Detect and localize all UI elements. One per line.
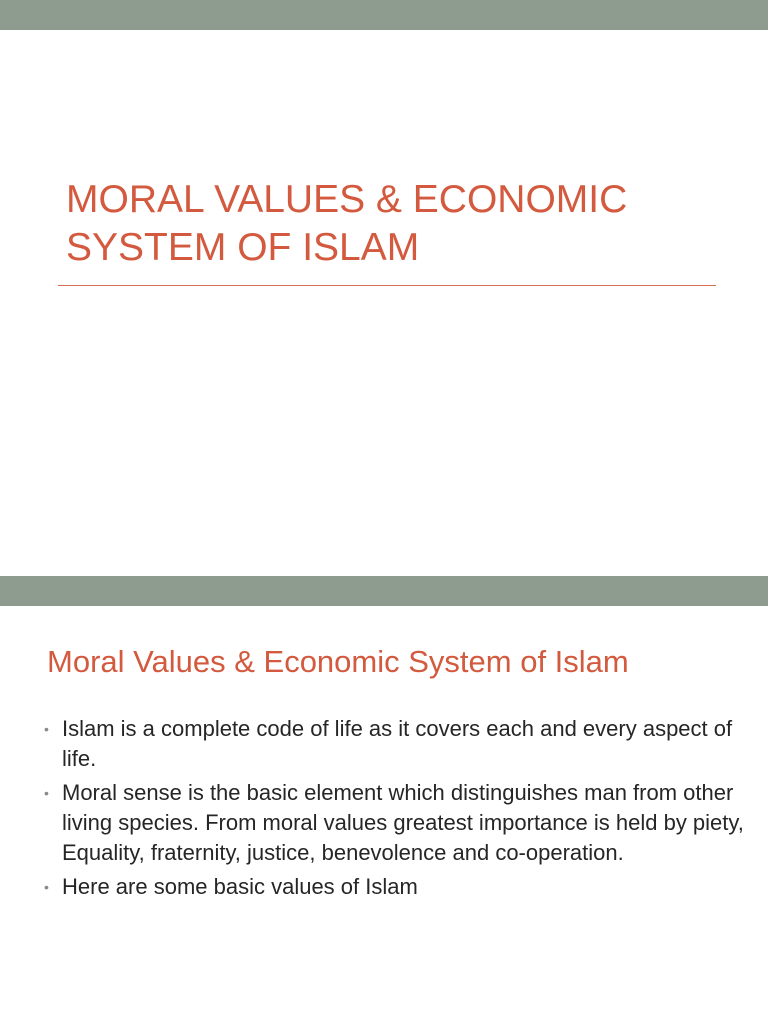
bullet-text: Moral sense is the basic element which distinguishes man from other living species. From moral values greatest importance is held by piety, Equality, fraternity, justice, benevolence and co-operation. bbox=[62, 780, 744, 865]
bullet-text: Islam is a complete code of life as it covers each and every aspect of life. bbox=[62, 716, 733, 771]
bullet-dot-icon: • bbox=[44, 879, 49, 895]
bullet-item bbox=[44, 778, 744, 868]
bullet-list bbox=[44, 714, 744, 906]
bullet-text: Here are some basic values of Islam bbox=[62, 874, 418, 899]
slide-heading: Moral Values & Economic System of Islam bbox=[47, 644, 629, 679]
bullet-dot-icon: • bbox=[44, 785, 49, 801]
bullet-item bbox=[44, 714, 744, 774]
slide-title bbox=[66, 176, 726, 272]
bullet-dot-icon: • bbox=[44, 721, 49, 737]
slide-title-line-1: MORAL VALUES & ECONOMIC bbox=[66, 178, 628, 221]
slide-top-accent-bar bbox=[0, 0, 768, 30]
slide-top-accent-bar bbox=[0, 576, 768, 606]
title-underline-rule bbox=[58, 285, 716, 286]
slide-title-line-2: SYSTEM OF ISLAM bbox=[66, 226, 420, 269]
bullet-item bbox=[44, 872, 744, 902]
